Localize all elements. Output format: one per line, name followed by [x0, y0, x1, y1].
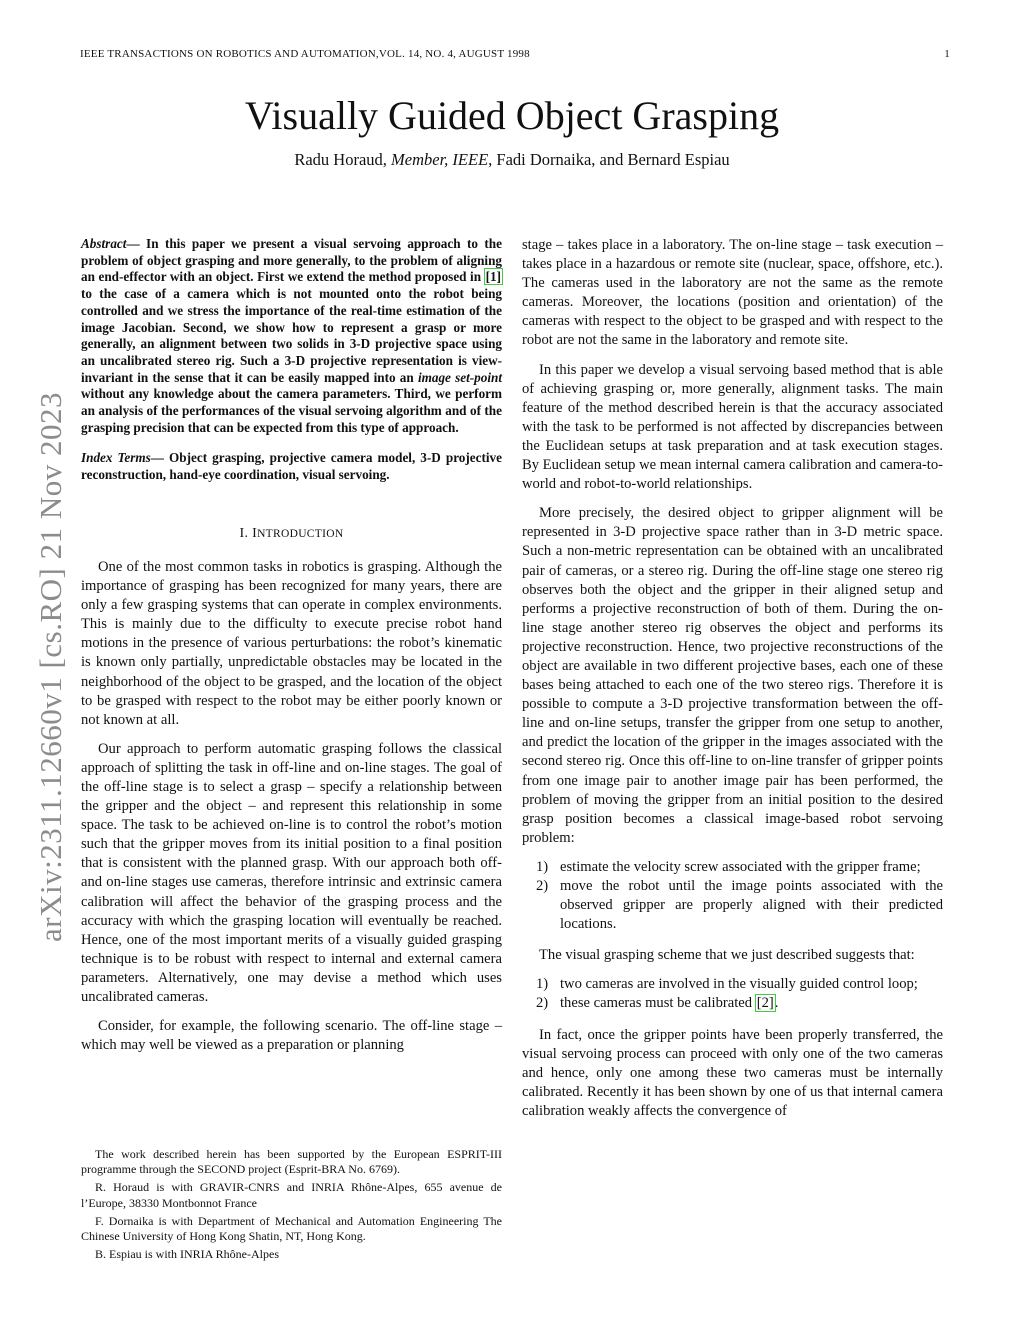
left-column	[81, 236, 502, 1065]
abstract-dash: —	[126, 236, 140, 251]
list-text: these cameras must be calibrated	[560, 995, 756, 1012]
list-item	[522, 858, 943, 877]
author-line	[0, 150, 1024, 170]
list-number: 2)	[536, 878, 549, 894]
citation-link[interactable]: [1]	[485, 269, 501, 285]
abstract-text-3: without any knowledge about the camera parameters. Third, we perform an analysis of the performances of the visual servoing algorithm and of the grasping precision that can be expected from this type of approach.	[81, 386, 502, 435]
index-terms-text: Object grasping, projective camera model, 3-D projective reconstruction, hand-eye coordination, visual servoing.	[81, 450, 503, 483]
running-header	[80, 48, 950, 60]
abstract	[81, 236, 502, 436]
abstract-emphasis: image set-point	[417, 369, 502, 385]
index-terms-label: Index Terms	[81, 450, 151, 466]
citation-link[interactable]: [2]	[756, 995, 774, 1012]
abstract-text-2: to the case of a camera which is not mounted onto the robot being controlled and we stress the importance of the real-time estimation of the image Jacobian. Second, we show how to represent a grasp or more generally, an alignment between two solids in 3-D projective space using an uncalibrated stereo rig. Such a 3-D projective representation is view-invariant in the sense that it can be easily mapped into an	[81, 286, 502, 385]
list-text: two cameras are involved in the visually guided control loop;	[560, 976, 918, 993]
index-terms	[81, 450, 502, 483]
journal-line: IEEE TRANSACTIONS ON ROBOTICS AND AUTOMATION,VOL. 14, NO. 4, AUGUST 1998	[80, 48, 530, 60]
footnote: B. Espiau is with INRIA Rhône-Alpes	[95, 1247, 279, 1262]
paragraph: Consider, for example, the following scenario. The off-line stage – which may well be viewed as a preparation or planning	[81, 1018, 502, 1054]
numbered-list	[522, 975, 943, 1013]
paragraph: Our approach to perform automatic grasping follows the classical approach of splitting the task in off-line and on-line stages. The goal of the off-line stage is to select a grasp – specify a relationship between the gripper and the object – and represent this relationship in some space. The task to be achieved on-line is to control the robot’s motion such that the gripper moves from its initial position to a final position that is consistent with the planned grasp. With our approach both off- and on-line stages use cameras, therefore intrinsic and extrinsic camera calibration will affect the behavior of the grasping process and the accuracy with which the grasping location will eventually be reached. Hence, one of the most important merits of a visually guided grasping technique is to be robust with respect to internal and external camera parameters. Alternatively, one may devise a method which uses uncalibrated cameras.	[81, 740, 502, 1005]
list-text: estimate the velocity screw associated with the gripper frame;	[560, 858, 921, 875]
paragraph: One of the most common tasks in robotics is grasping. Although the importance of grasping has been recognized for many years, there are only a few grasping systems that can operate in complex environments. This is mainly due to the difficulty to execute precise robot hand motions in the presence of various perturbations: the robot’s kinematic is known only partially, unpredictable obstacles may be located in the neighborhood of the object to be grasped, and the location of the object to be grasped with respect to the robot may be either poorly known or not known at all.	[81, 558, 502, 728]
section-heading	[81, 524, 502, 544]
author-1: Radu Horaud,	[294, 150, 387, 169]
section-number: I.	[239, 525, 253, 541]
paragraph: stage – takes place in a laboratory. The on-line stage – task execution – takes place in a hazardous or remote site (nuclear, space, offshore, etc.). The cameras used in the laboratory are not the same as the remote cameras. Moreover, the locations (position and orientation) of the cameras with respect to the object to be grasped and with respect to the robot are not the same in the laboratory and remote site.	[522, 237, 943, 349]
list-number: 1)	[536, 858, 549, 875]
list-number: 2)	[536, 995, 549, 1012]
paragraph: In fact, once the gripper points have been properly transferred, the visual servoing process can proceed with only one of the two cameras and hence, only one among these two cameras must be internally calibrated. Recently it has been shown by one of us that internal camera calibration weakly affects the convergence of	[522, 1026, 943, 1119]
other-authors: , Fadi Dornaika, and Bernard Espiau	[488, 150, 730, 169]
list-text-end: .	[774, 995, 779, 1012]
abstract-label: Abstract	[81, 236, 127, 251]
list-number: 1)	[536, 976, 549, 993]
arxiv-stamp: arXiv:2311.12660v1 [cs.RO] 21 Nov 2023	[33, 392, 68, 942]
index-terms-dash: —	[150, 450, 164, 466]
list-item	[522, 975, 943, 994]
paragraph: In this paper we develop a visual servoing based method that is able of achieving grasping or, more generally, alignment tasks. The main feature of the method described herein is that the accuracy associated with the task to be performed is not affected by discrepancies between the Euclidean setups at task preparation and at task execution stages. By Euclidean setup we mean internal camera calibration and camera-to-world and robot-to-world relationships.	[522, 361, 943, 493]
footnote: F. Dornaika is with Department of Mechanical and Automation Engineering The Chinese University of Hong Kong Shatin, NT, Hong Kong.	[81, 1213, 502, 1244]
footnotes	[81, 1147, 502, 1265]
author-1-role: Member, IEEE	[391, 150, 489, 169]
paper-title: Visually Guided Object Grasping	[244, 93, 780, 138]
page-number: 1	[944, 48, 950, 60]
list-text: move the robot until the image points associated with the observed gripper are properly aligned with their predicted locations.	[560, 878, 943, 933]
paragraph: More precisely, the desired object to gripper alignment will be represented in 3-D projective space rather than in 3-D metric space. Such a non-metric representation can be obtained with an uncalibrated pair of cameras, or a stereo rig. During the off-line stage one stereo rig observes both the object and the gripper in their aligned setup and performs a projective reconstruction of both of them. During the on-line stage another stereo rig observes the object and performs its projective reconstruction. Hence, two projective reconstructions of the object are available in two different projective bases, each one of these bases being attached to each one of the two stereo rigs. Therefore it is possible to compute a 3-D projective transformation between the off-line and on-line setups, transfer the gripper from one setup to another, and predict the location of the gripper in the images associated with the second stereo rig. Once this off-line to on-line transfer of gripper points from one image pair to another image pair has been performed, the problem of moving the gripper from an initial position to the desired grasp position becomes a classical image-based robot servoing problem:	[522, 505, 943, 846]
section-title-rest: NTRODUCTION	[257, 527, 344, 540]
list-item	[522, 994, 943, 1013]
section-title-initial: I	[252, 525, 258, 541]
list-item	[522, 877, 943, 934]
paragraph: The visual grasping scheme that we just described suggests that:	[539, 947, 915, 964]
footnote: R. Horaud is with GRAVIR-CNRS and INRIA Rhône-Alpes, 655 avenue de l’Europe, 38330 Montbonnot France	[81, 1180, 502, 1210]
footnote: The work described herein has been supported by the European ESPRIT-III programme through the SECOND project (Esprit-BRA No. 6769).	[81, 1147, 502, 1177]
right-column	[522, 236, 943, 1131]
abstract-text-1: In this paper we present a visual servoing approach to the problem of object grasping and more generally, to the problem of aligning an end-effector with an object. First we extend the method proposed in	[81, 236, 502, 285]
numbered-list	[522, 858, 943, 934]
